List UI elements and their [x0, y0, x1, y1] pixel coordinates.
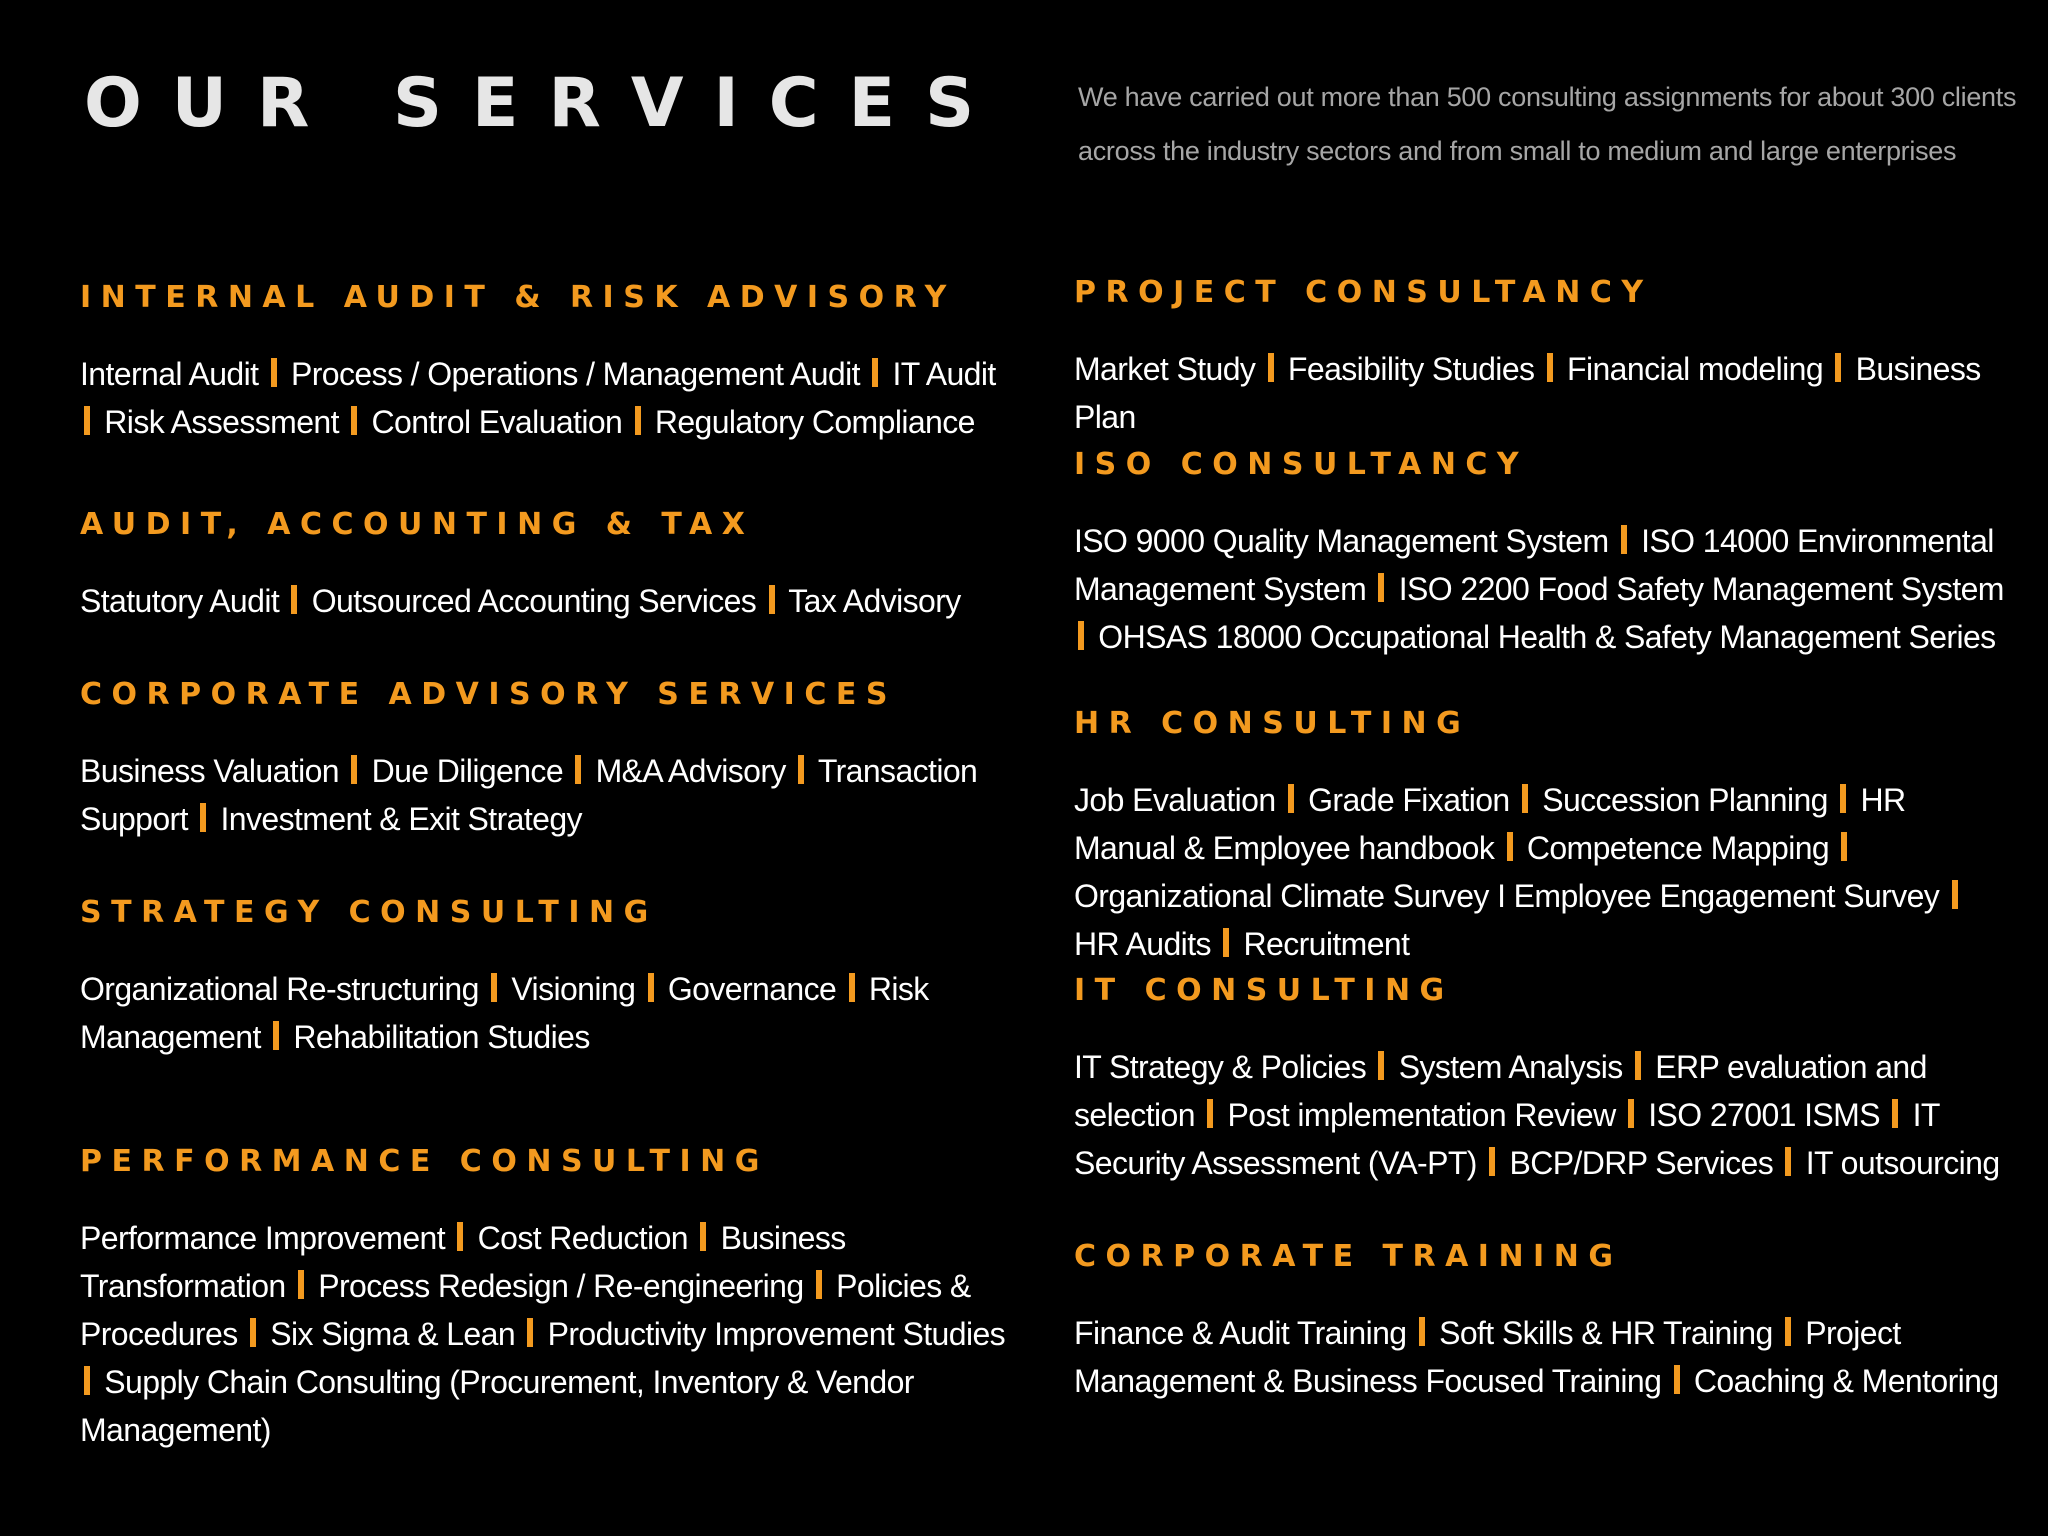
separator-bar — [575, 755, 581, 784]
section-internal-audit — [80, 280, 1010, 446]
service-item: Competence Mapping — [1526, 830, 1830, 866]
section-heading: ISO CONSULTANCY — [1074, 447, 1529, 482]
service-item: Financial modeling — [1567, 351, 1824, 387]
service-item: IT Audit — [892, 356, 996, 392]
section-items — [1074, 1043, 2004, 1187]
section-strategy-consulting — [80, 895, 1010, 1061]
separator-bar — [1628, 1099, 1634, 1128]
service-item: Market Study — [1074, 351, 1256, 387]
separator-bar — [84, 406, 90, 435]
section-heading: PERFORMANCE CONSULTING — [80, 1144, 769, 1179]
separator-bar — [769, 585, 775, 614]
separator-bar — [798, 755, 804, 784]
separator-bar — [1522, 784, 1528, 813]
service-item: Grade Fixation — [1308, 782, 1510, 818]
intro-text — [1078, 70, 2018, 178]
separator-bar — [1547, 353, 1553, 382]
intro-line: We have carried out more than 500 consulting assignments for about 300 clients — [1078, 82, 2017, 112]
service-item: Productivity Improvement Studies — [547, 1316, 1006, 1352]
service-item: Performance Improvement — [80, 1220, 446, 1256]
service-item: Soft Skills & HR Training — [1439, 1315, 1773, 1351]
service-item: Statutory Audit — [80, 583, 280, 619]
service-item: Succession Planning — [1542, 782, 1828, 818]
separator-bar — [849, 973, 855, 1002]
separator-bar — [1489, 1147, 1495, 1176]
service-item: Internal Audit — [80, 356, 259, 392]
separator-bar — [351, 755, 357, 784]
separator-bar — [271, 358, 277, 387]
separator-bar — [351, 406, 357, 435]
separator-bar — [1507, 832, 1513, 861]
service-item: ISO 9000 Quality Management System — [1074, 523, 1609, 559]
separator-bar — [200, 803, 206, 832]
section-items — [1074, 517, 2004, 661]
service-item: Post implementation Review — [1227, 1097, 1616, 1133]
section-performance-consulting — [80, 1144, 1010, 1454]
separator-bar — [700, 1222, 706, 1251]
separator-bar — [1207, 1099, 1213, 1128]
separator-bar — [457, 1222, 463, 1251]
section-items — [1074, 345, 2004, 441]
separator-bar — [527, 1318, 533, 1347]
section-heading: STRATEGY CONSULTING — [80, 895, 658, 930]
service-item: Six Sigma & Lean — [270, 1316, 516, 1352]
separator-bar — [1268, 353, 1274, 382]
separator-bar — [291, 585, 297, 614]
service-item: Business Transformation — [80, 1220, 846, 1304]
service-item: Feasibility Studies — [1287, 351, 1535, 387]
separator-bar — [1378, 1051, 1384, 1080]
separator-bar — [872, 358, 878, 387]
service-item: Project Management & Business Focused Training — [1074, 1315, 1901, 1399]
service-item: Control Evaluation — [371, 404, 623, 440]
section-iso-consultancy — [1074, 447, 2004, 661]
section-items — [80, 965, 1010, 1061]
service-item: ISO 14000 Environmental Management System — [1074, 523, 1994, 607]
separator-bar — [298, 1270, 304, 1299]
separator-bar — [1078, 621, 1084, 650]
separator-bar — [1841, 832, 1847, 861]
service-item: Risk Management — [80, 971, 929, 1055]
service-item: HR Manual & Employee handbook — [1074, 782, 1906, 866]
section-heading: IT CONSULTING — [1074, 973, 1454, 1008]
service-item: Coaching & Mentoring — [1693, 1363, 1999, 1399]
service-item: ISO 27001 ISMS — [1648, 1097, 1880, 1133]
service-item: M&A Advisory — [595, 753, 786, 789]
service-item: Business Plan — [1074, 351, 1981, 435]
service-item: Business Valuation — [80, 753, 339, 789]
service-item: Regulatory Compliance — [654, 404, 975, 440]
service-item: ERP evaluation and selection — [1074, 1049, 1927, 1133]
section-it-consulting — [1074, 973, 2004, 1187]
separator-bar — [1785, 1147, 1791, 1176]
section-heading: CORPORATE TRAINING — [1074, 1239, 1623, 1274]
service-item: Risk Assessment — [104, 404, 339, 440]
service-item: OHSAS 18000 Occupational Health & Safety Management Series — [1098, 619, 1996, 655]
section-corporate-advisory — [80, 677, 1010, 843]
separator-bar — [816, 1270, 822, 1299]
service-item: Cost Reduction — [477, 1220, 688, 1256]
section-items — [80, 577, 1010, 625]
service-item: HR Audits — [1074, 926, 1211, 962]
section-heading: AUDIT, ACCOUNTING & TAX — [80, 507, 755, 542]
service-item: Process Redesign / Re-engineering — [318, 1268, 804, 1304]
section-items — [80, 350, 1010, 446]
section-heading: PROJECT CONSULTANCY — [1074, 275, 1653, 310]
service-item: Supply Chain Consulting (Procurement, Inventory & Vendor Management) — [80, 1364, 914, 1448]
service-item: Recruitment — [1243, 926, 1410, 962]
section-heading: INTERNAL AUDIT & RISK ADVISORY — [80, 280, 956, 315]
service-item: Investment & Exit Strategy — [220, 801, 582, 837]
service-item: IT Security Assessment (VA-PT) — [1074, 1097, 1940, 1181]
service-item: Tax Advisory — [788, 583, 961, 619]
service-item: Rehabilitation Studies — [293, 1019, 590, 1055]
service-item: BCP/DRP Services — [1509, 1145, 1774, 1181]
separator-bar — [84, 1366, 90, 1395]
separator-bar — [1635, 1051, 1641, 1080]
service-item: Policies & Procedures — [80, 1268, 971, 1352]
section-items — [1074, 776, 2004, 968]
separator-bar — [1892, 1099, 1898, 1128]
service-item: Organizational Re-structuring — [80, 971, 479, 1007]
separator-bar — [1785, 1317, 1791, 1346]
service-item: IT Strategy & Policies — [1074, 1049, 1367, 1085]
section-project-consultancy — [1074, 275, 2004, 441]
separator-bar — [1835, 353, 1841, 382]
service-item: Due Diligence — [371, 753, 564, 789]
section-heading: CORPORATE ADVISORY SERVICES — [80, 677, 897, 712]
service-item: ISO 2200 Food Safety Management System — [1398, 571, 2004, 607]
service-item: Process / Operations / Management Audit — [291, 356, 860, 392]
separator-bar — [1223, 928, 1229, 957]
section-items — [80, 747, 1010, 843]
separator-bar — [273, 1021, 279, 1050]
separator-bar — [491, 973, 497, 1002]
separator-bar — [1674, 1365, 1680, 1394]
service-item: Organizational Climate Survey I Employee Engagement Survey — [1074, 878, 1940, 914]
service-item: Governance — [667, 971, 837, 1007]
intro-line: across the industry sectors and from small to medium and large enterprises — [1078, 136, 1957, 166]
section-corporate-training — [1074, 1239, 2004, 1405]
section-items — [80, 1214, 1010, 1454]
service-item: Transaction Support — [80, 753, 978, 837]
service-item: Visioning — [511, 971, 636, 1007]
service-item: Outsourced Accounting Services — [311, 583, 757, 619]
separator-bar — [1288, 784, 1294, 813]
separator-bar — [250, 1318, 256, 1347]
separator-bar — [1419, 1317, 1425, 1346]
separator-bar — [635, 406, 641, 435]
section-audit-accounting-tax — [80, 507, 1010, 625]
separator-bar — [1840, 784, 1846, 813]
separator-bar — [1952, 880, 1958, 909]
page-title: OUR SERVICES — [84, 64, 1005, 143]
service-item: Job Evaluation — [1074, 782, 1276, 818]
section-hr-consulting — [1074, 706, 2004, 968]
service-item: System Analysis — [1398, 1049, 1623, 1085]
service-item: IT outsourcing — [1805, 1145, 2000, 1181]
separator-bar — [648, 973, 654, 1002]
service-item: Finance & Audit Training — [1074, 1315, 1407, 1351]
separator-bar — [1378, 573, 1384, 602]
separator-bar — [1621, 525, 1627, 554]
section-items — [1074, 1309, 2004, 1405]
section-heading: HR CONSULTING — [1074, 706, 1471, 741]
